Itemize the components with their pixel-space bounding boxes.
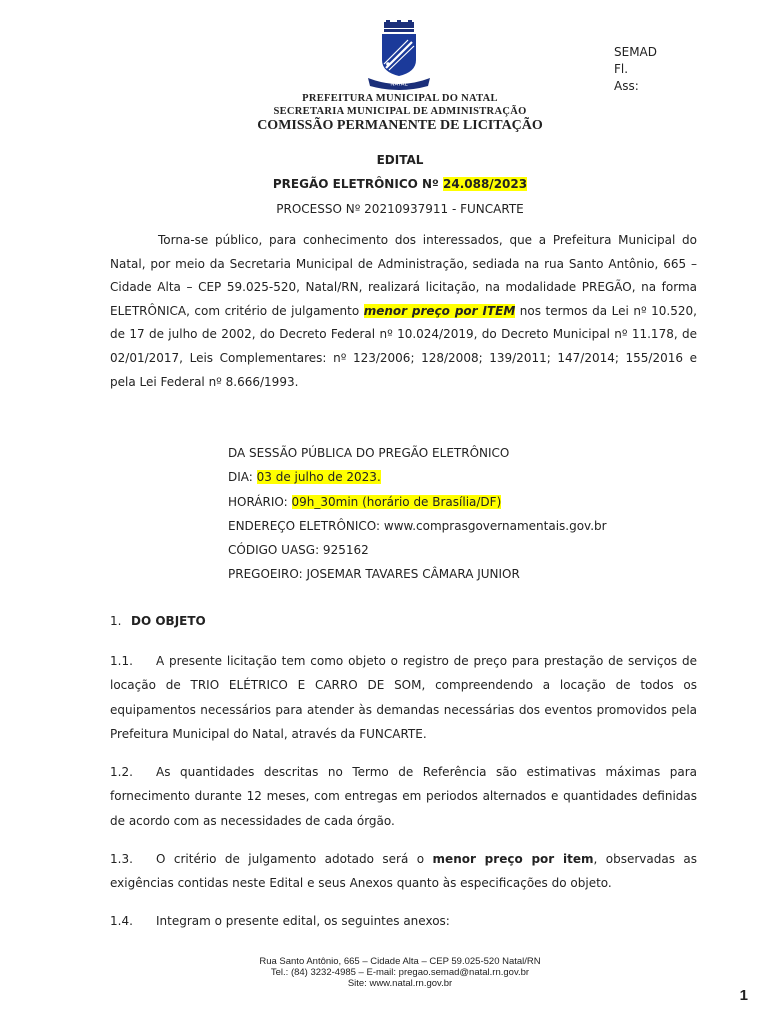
intro-text-2: nos termos da Lei nº 10.520, de 17 de julho de 2002, do Decreto Federal nº 10.024/2019, do Decreto Municipal nº 11.178, de 02/01/2017, Leis Complementares: nº 123/2006; 128/2008; 139/2011; 147/2014; 155/2016 e pela Lei Federal nº 8.666/1993. — [110, 303, 697, 389]
pregao-prefix: PREGÃO ELETRÔNICO Nº — [272, 177, 439, 191]
header-prefeitura: PREFEITURA MUNICIPAL DO NATAL — [302, 93, 498, 104]
item-1-2 — [110, 760, 697, 833]
protocol-stamp — [614, 44, 657, 95]
page-footer — [0, 956, 770, 989]
section-1-number: 1. — [110, 614, 122, 628]
item-1-2-number: 1.2. — [110, 765, 133, 779]
item-1-1-number: 1.1. — [110, 654, 133, 668]
session-horario — [228, 490, 607, 514]
processo-line: PROCESSO Nº 20210937911 - FUNCARTE — [276, 202, 524, 216]
item-1-3 — [110, 847, 697, 896]
session-heading: DA SESSÃO PÚBLICA DO PREGÃO ELETRÔNICO — [228, 446, 510, 460]
item-1-2-text: As quantidades descritas no Termo de Referência são estimativas máximas para fornecimento durante 12 meses, com entregas em periodos alternados e quantidades definidas de acordo com as necessidades de cada órgão. — [110, 765, 697, 828]
stamp-line-fl: Fl. — [614, 62, 629, 76]
crest-banner-text: NATAL — [390, 81, 408, 88]
item-1-3-text-c: , observadas as exigências contidas neste Edital e seus Anexos quanto às especificações do objeto. — [110, 852, 697, 891]
stamp-line-ass: Ass: — [614, 79, 639, 93]
page-number: 1 — [739, 987, 748, 1004]
session-endereco: ENDEREÇO ELETRÔNICO: www.comprasgovernamentais.gov.br — [228, 518, 607, 533]
section-1-heading — [110, 614, 206, 628]
section-1-title: DO OBJETO — [131, 614, 206, 628]
pregao-number: 24.088/2023 — [443, 177, 528, 191]
intro-emphasis: menor preço por ITEM — [363, 303, 516, 318]
item-1-4 — [110, 909, 697, 933]
item-1-3-text-a: O critério de julgamento adotado será o — [156, 852, 425, 866]
natal-coat-of-arms — [362, 20, 436, 90]
intro-text-1: Torna-se público, para conhecimento dos interessados, que a Prefeitura Municipal do Natal, por meio da Secretaria Municipal de Administração, sediada na rua Santo Antônio, 665 – Cidade Alta – CEP 59.025-520, Natal/RN, realizará licitação, na modalidade PREGÃO, na forma ELETRÔNICA, com critério de julgamento — [110, 233, 697, 318]
edital-title: EDITAL — [376, 153, 424, 167]
item-1-4-number: 1.4. — [110, 914, 133, 928]
intro-paragraph — [110, 229, 697, 394]
item-1-1 — [110, 649, 697, 746]
pregao-title — [0, 177, 770, 191]
item-1-1-text: A presente licitação tem como objeto o registro de preço para prestação de serviços de locação de TRIO ELÉTRICO E CARRO DE SOM, compreendendo a locação de todos os equipamentos necessários para atender às demandas necessárias dos eventos promovidos pela Prefeitura Municipal do Natal, através da FUNCARTE. — [110, 654, 697, 741]
item-1-4-text: Integram o presente edital, os seguintes anexos: — [156, 914, 450, 928]
stamp-line-semad: SEMAD — [614, 45, 658, 59]
session-dia — [228, 465, 607, 489]
item-1-3-emphasis: menor preço por item — [432, 852, 594, 866]
dia-label: DIA: — [228, 470, 253, 485]
horario-value: 09h_30min (horário de Brasília/DF) — [291, 494, 502, 509]
session-pregoeiro: PREGOEIRO: JOSEMAR TAVARES CÂMARA JUNIOR — [228, 567, 520, 582]
footer-site: Site: www.natal.rn.gov.br — [347, 978, 453, 989]
session-uasg: CÓDIGO UASG: 925162 — [228, 543, 369, 558]
header-comissao: COMISSÃO PERMANENTE DE LICITAÇÃO — [257, 118, 543, 133]
session-block — [228, 441, 607, 587]
footer-address: Rua Santo Antônio, 665 – Cidade Alta – CEP 59.025-520 Natal/RN — [259, 956, 541, 967]
footer-contact: Tel.: (84) 3232-4985 – E-mail: pregao.semad@natal.rn.gov.br — [270, 967, 530, 978]
header-secretaria: SECRETARIA MUNICIPAL DE ADMINISTRAÇÃO — [273, 106, 527, 117]
horario-label: HORÁRIO: — [228, 494, 288, 509]
item-1-3-number: 1.3. — [110, 852, 133, 866]
dia-value: 03 de julho de 2023. — [256, 470, 381, 485]
